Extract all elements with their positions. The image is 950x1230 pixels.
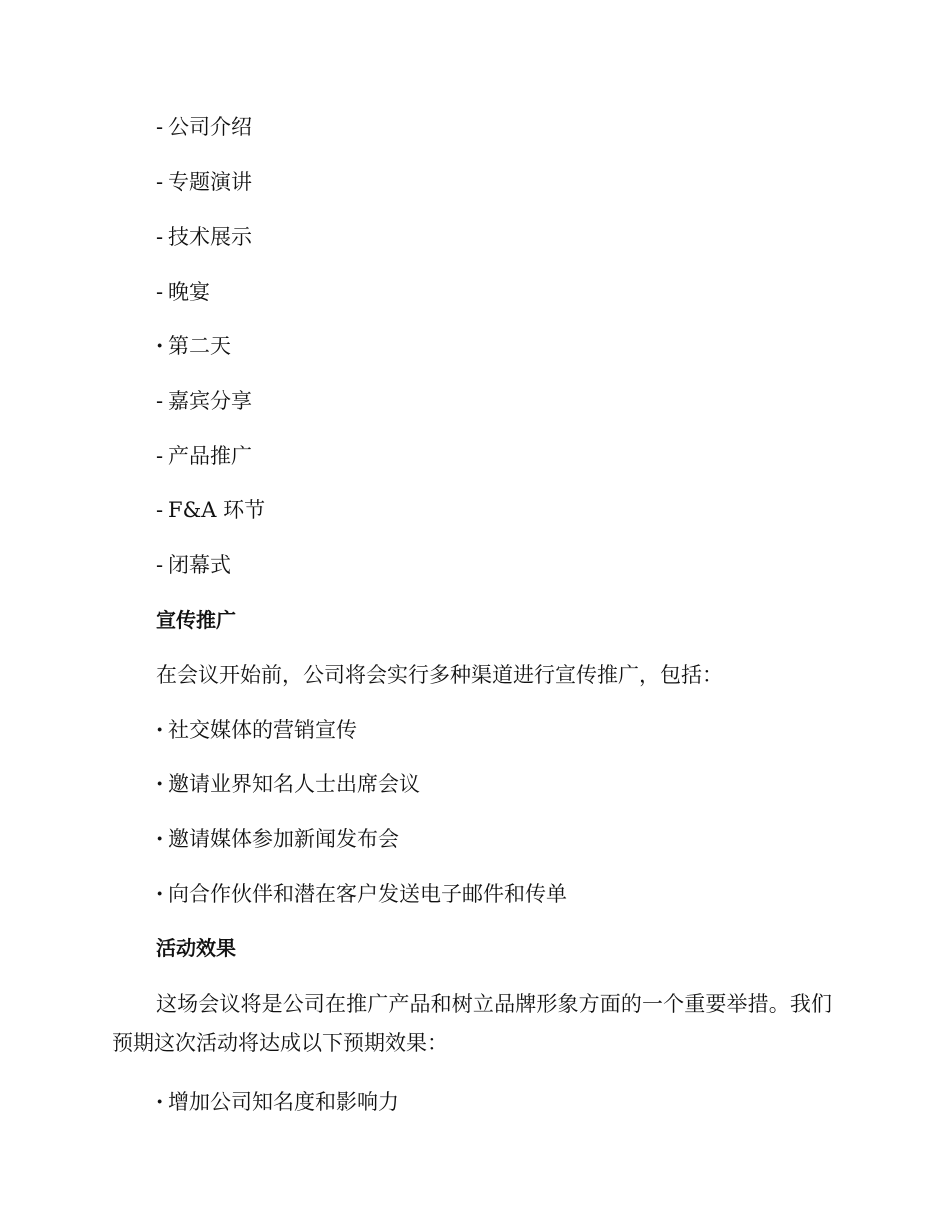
- day-label: · 第二天: [156, 331, 231, 361]
- section-heading-effect: 活动效果: [156, 936, 236, 960]
- agenda-item: - 专题演讲: [156, 167, 252, 197]
- effect-intro: 这场会议将是公司在推广产品和树立品牌形象方面的一个重要举措。我们预期这次活动将达成以下预期效果：: [112, 992, 832, 1055]
- agenda-item: - 嘉宾分享: [156, 386, 252, 416]
- agenda-item: - 技术展示: [156, 222, 252, 252]
- effect-item: · 增加公司知名度和影响力: [156, 1087, 399, 1117]
- section-heading-promotion: 宣传推广: [156, 608, 236, 632]
- promotion-item: · 社交媒体的营销宣传: [156, 715, 357, 745]
- promotion-intro: 在会议开始前，公司将会实行多种渠道进行宣传推广，包括：: [156, 663, 723, 687]
- agenda-item: - 公司介绍: [156, 112, 252, 142]
- promotion-item: · 向合作伙伴和潜在客户发送电子邮件和传单: [156, 879, 567, 909]
- agenda-item: - F&A 环节: [156, 495, 265, 525]
- promotion-item: · 邀请业界知名人士出席会议: [156, 769, 420, 799]
- agenda-item: - 产品推广: [156, 441, 252, 471]
- agenda-item: - 闭幕式: [156, 550, 231, 580]
- agenda-item: - 晚宴: [156, 277, 210, 307]
- promotion-item: · 邀请媒体参加新闻发布会: [156, 824, 399, 854]
